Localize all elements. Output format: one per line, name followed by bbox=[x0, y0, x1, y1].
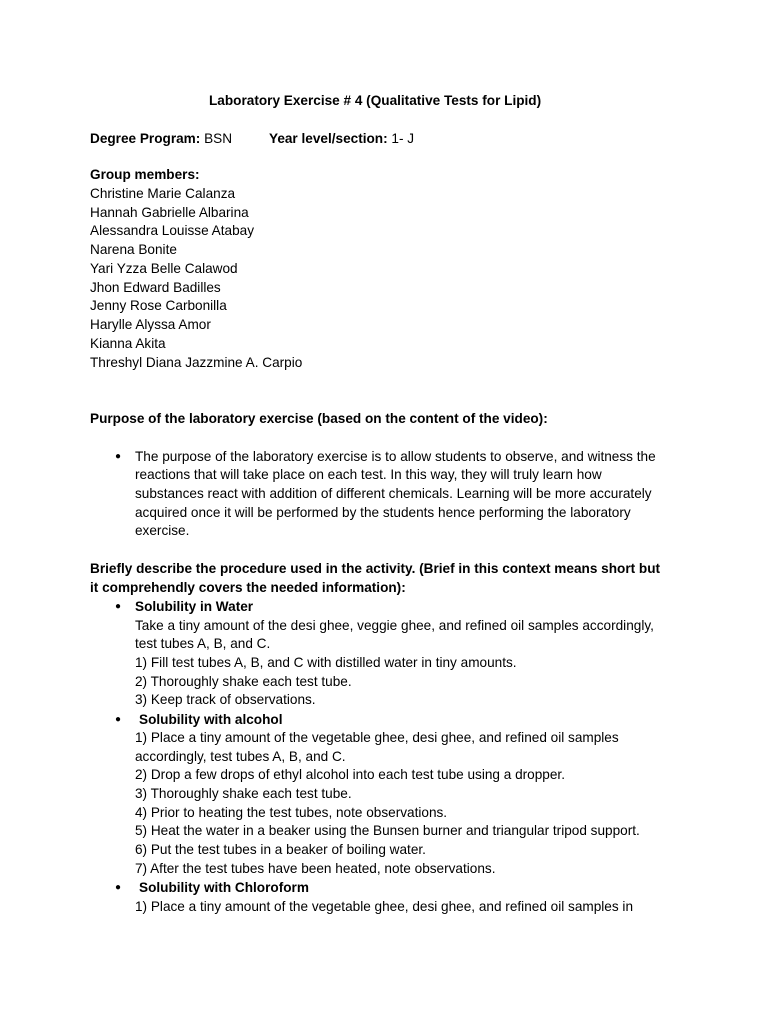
procedure-step: Take a tiny amount of the desi ghee, veggie ghee, and refined oil samples accordingly, bbox=[135, 618, 654, 633]
procedure-heading: Briefly describe the procedure used in the activity. (Brief in this context means short but bbox=[90, 561, 661, 576]
procedure-step: test tubes A, B, and C. bbox=[135, 636, 271, 651]
member-name: Yari Yzza Belle Calawod bbox=[90, 261, 238, 276]
purpose-text: exercise. bbox=[135, 523, 190, 538]
procedure-step: 3) Keep track of observations. bbox=[135, 692, 316, 707]
document-title: Laboratory Exercise # 4 (Qualitative Tests for Lipid) bbox=[209, 93, 542, 108]
degree-program-field bbox=[90, 130, 232, 148]
member-name: Jenny Rose Carbonilla bbox=[90, 298, 227, 313]
bullet-icon: ● bbox=[114, 714, 122, 725]
procedure-heading: it comprehendly covers the needed information): bbox=[90, 580, 406, 595]
bullet-icon: ● bbox=[114, 451, 122, 462]
member-name: Alessandra Louisse Atabay bbox=[90, 223, 254, 238]
purpose-text: acquired once it will be performed by the students hence performing the laboratory bbox=[135, 505, 631, 520]
purpose-text: The purpose of the laboratory exercise is to allow students to observe, and witness the bbox=[135, 449, 656, 464]
member-name: Kianna Akita bbox=[90, 336, 166, 351]
member-name: Narena Bonite bbox=[90, 242, 177, 257]
member-name: Threshyl Diana Jazzmine A. Carpio bbox=[90, 355, 303, 370]
procedure-step: 6) Put the test tubes in a beaker of boiling water. bbox=[135, 842, 426, 857]
year-level-label: Year level/section: bbox=[269, 131, 388, 146]
purpose-heading: Purpose of the laboratory exercise (based on the content of the video): bbox=[90, 411, 548, 426]
bullet-icon: ● bbox=[114, 882, 122, 893]
bullet-icon: ● bbox=[114, 601, 122, 612]
procedure-step: 7) After the test tubes have been heated, note observations. bbox=[135, 861, 496, 876]
procedure-step: 2) Drop a few drops of ethyl alcohol into each test tube using a dropper. bbox=[135, 767, 565, 782]
year-level-field bbox=[269, 130, 414, 148]
procedure-step: 1) Place a tiny amount of the vegetable ghee, desi ghee, and refined oil samples bbox=[135, 730, 619, 745]
member-name: Harylle Alyssa Amor bbox=[90, 317, 211, 332]
purpose-text: substances react with addition of different chemicals. Learning will be more accurately bbox=[135, 486, 652, 501]
procedure-step: 5) Heat the water in a beaker using the Bunsen burner and triangular tripod support. bbox=[135, 823, 640, 838]
group-members-heading: Group members: bbox=[90, 167, 200, 182]
procedure-step: accordingly, test tubes A, B, and C. bbox=[135, 749, 346, 764]
year-level-value: 1- J bbox=[391, 131, 415, 146]
procedure-step: 1) Fill test tubes A, B, and C with distilled water in tiny amounts. bbox=[135, 655, 517, 670]
purpose-text: reactions that will take place on each test. In this way, they will truly learn how bbox=[135, 467, 602, 482]
degree-program-value: BSN bbox=[204, 131, 233, 146]
procedure-step: 1) Place a tiny amount of the vegetable ghee, desi ghee, and refined oil samples in bbox=[135, 899, 634, 914]
member-name: Christine Marie Calanza bbox=[90, 186, 236, 201]
degree-program-label: Degree Program: bbox=[90, 131, 201, 146]
procedure-step: 4) Prior to heating the test tubes, note observations. bbox=[135, 805, 448, 820]
member-name: Hannah Gabrielle Albarina bbox=[90, 205, 249, 220]
procedure-step: 3) Thoroughly shake each test tube. bbox=[135, 786, 352, 801]
member-name: Jhon Edward Badilles bbox=[90, 280, 221, 295]
procedure-step: 2) Thoroughly shake each test tube. bbox=[135, 674, 352, 689]
section-title: Solubility with Chloroform bbox=[139, 880, 309, 895]
section-title: Solubility with alcohol bbox=[139, 712, 283, 727]
section-title: Solubility in Water bbox=[135, 599, 254, 614]
